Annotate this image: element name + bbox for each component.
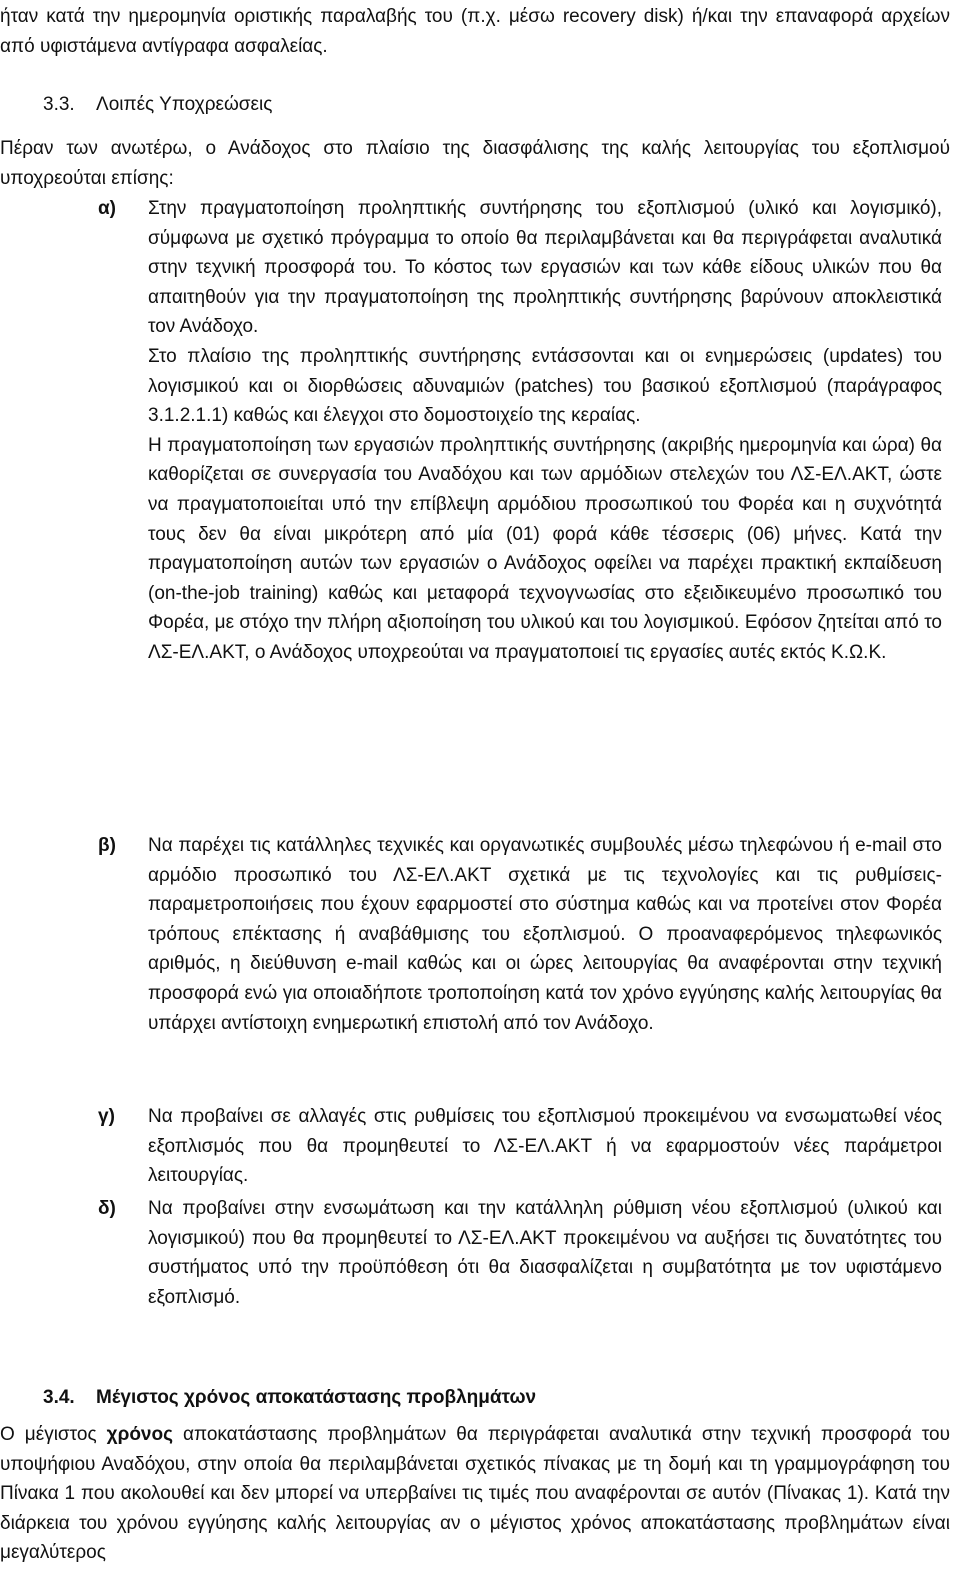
list-paragraph: Να προβαίνει στην ενσωμάτωση και την κατάλληλη ρύθμιση νέου εξοπλισμού (υλικού και λογισμικού) που θα προμηθευτεί το ΛΣ-ΕΛ.ΑΚΤ προκειμένου να αυξήσει τις δυνατότητες του συστήματος υπό την προϋπόθεση ότι θα διασφαλίζεται η συμβατότητα με τον υφιστάμενο εξοπλισμό.: [148, 1198, 942, 1308]
section-3-3-number: 3.3.: [43, 94, 75, 115]
intro-paragraph: ήταν κατά την ημερομηνία οριστικής παραλαβής του (π.χ. μέσω recovery disk) ή/και την επαναφορά αρχείων από υφιστάμενα αντίγραφα ασφαλείας.: [0, 6, 950, 57]
list-paragraph: Να προβαίνει σε αλλαγές στις ρυθμίσεις του εξοπλισμού προκειμένου να ενσωματωθεί νέος εξοπλισμός που θα προμηθευτεί το ΛΣ-ΕΛ.ΑΚΤ ή να εφαρμοστούν νέες παράμετροι λειτουργίας.: [148, 1106, 942, 1187]
list-marker: δ): [98, 1198, 116, 1219]
list-marker: β): [98, 835, 116, 856]
list-item-body: [148, 1102, 942, 1191]
list-paragraph: Η πραγματοποίηση των εργασιών προληπτικής συντήρησης (ακριβής ημερομηνία και ώρα) θα καθορίζεται σε συνεργασία του Αναδόχου και των αρμόδιων στελεχών του ΛΣ-ΕΛ.ΑΚΤ, ώστε να πραγματοποιείται υπό την επίβλεψη αρμόδιου προσωπικού του Φορέα και η συχνότητά τους δεν θα είναι μικρότερη από μία (01) φορά κάθε τέσσερις (06) μήνες. Κατά την πραγματοποίηση αυτών των εργασιών ο Ανάδοχος οφείλει να παρέχει πρακτική εκπαίδευση (on-the-job training) καθώς και μεταφορά τεχνογνωσίας στο εξειδικευμένο προσωπικό του Φορέα, με στόχο την πλήρη αξιοποίηση του υλικού και του λογισμικού. Εφόσον ζητείται από το ΛΣ-ΕΛ.ΑΚΤ, ο Ανάδοχος υποχρεούται να πραγματοποιεί τις εργασίες αυτές εκτός Κ.Ω.Κ.: [148, 434, 942, 663]
paragraph-text-start: Ο μέγιστος: [0, 1424, 107, 1445]
section-3-3-title: Λοιπές Υποχρεώσεις: [96, 94, 273, 115]
list-paragraph: Στο πλαίσιο της προληπτικής συντήρησης εντάσσονται και οι ενημερώσεις (updates) του λογισμικού και οι διορθώσεις αδυναμιών (patches) του βασικού εξοπλισμού (παράγραφος 3.1.2.1.1) καθώς και έλεγχοι στο δομοστοιχείο της κεραίας.: [148, 345, 942, 427]
list-paragraph: Να παρέχει τις κατάλληλες τεχνικές και οργανωτικές συμβουλές μέσω τηλεφώνου ή e-mail στο αρμόδιο προσωπικό του ΛΣ-ΕΛ.ΑΚΤ σχετικά με τις τεχνολογίες και τις ρυθμίσεις-παραμετροποιήσεις που έχουν εφαρμοστεί στο σύστημα καθώς και να προτείνει στον Φορέα τρόπους επέκτασης ή αναβάθμισης του εξοπλισμού. Ο προαναφερόμενος τηλεφωνικός αριθμός, η διεύθυνση e-mail καθώς και οι ώρες λειτουργίας θα αναφέρονται στην τεχνική προσφορά ενώ για οποιαδήποτε τροποποίηση κατά τον χρόνο εγγύησης καλής λειτουργίας θα υπάρχει αντίστοιχη ενημερωτική επιστολή από τον Ανάδοχο.: [148, 835, 942, 1034]
section-3-4-paragraph: [0, 1420, 950, 1568]
list-item-body: [148, 194, 942, 668]
list-marker: γ): [98, 1106, 115, 1127]
paragraph-text-rest: αποκατάστασης προβλημάτων θα περιγράφεται αναλυτικά στην τεχνική προσφορά του υποψήφιου Αναδόχου, στην οποία θα περιλαμβάνεται σχετικός πίνακας με τη δομή και τη γραμμογράφηση του Πίνακα 1 που ακολουθεί και δεν μπορεί να υπερβαίνει τις τιμές που αναφέρονται σε αυτόν (Πίνακας 1). Κατά την διάρκεια του χρόνου εγγύησης καλής λειτουργίας αν ο μέγιστος χρόνος αποκατάστασης προβλημάτων είναι μεγαλύτερος: [0, 1424, 950, 1564]
list-marker: α): [98, 198, 117, 219]
list-item-body: [148, 1194, 942, 1312]
list-item-body: [148, 831, 942, 1038]
list-paragraph: Στην πραγματοποίηση προληπτικής συντήρησης του εξοπλισμού (υλικό και λογισμικό), σύμφωνα με σχετικό πρόγραμμα το οποίο θα περιλαμβάνεται και θα περιγράφεται αναλυτικά στην τεχνική προσφορά του. Το κόστος των εργασιών και των κάθε είδους υλικών που θα απαιτηθούν για την πραγματοποίηση της προληπτικής συντήρησης βαρύνουν αποκλειστικά τον Ανάδοχο.: [148, 198, 942, 338]
section-3-3-intro: Πέραν των ανωτέρω, ο Ανάδοχος στο πλαίσιο της διασφάλισης της καλής λειτουργίας του εξοπλισμού υποχρεούται επίσης:: [0, 138, 950, 189]
section-3-4-number: 3.4.: [43, 1387, 75, 1408]
emphasized-word: χρόνος: [106, 1424, 173, 1445]
section-3-4-title: Μέγιστος χρόνος αποκατάστασης προβλημάτων: [96, 1387, 537, 1408]
